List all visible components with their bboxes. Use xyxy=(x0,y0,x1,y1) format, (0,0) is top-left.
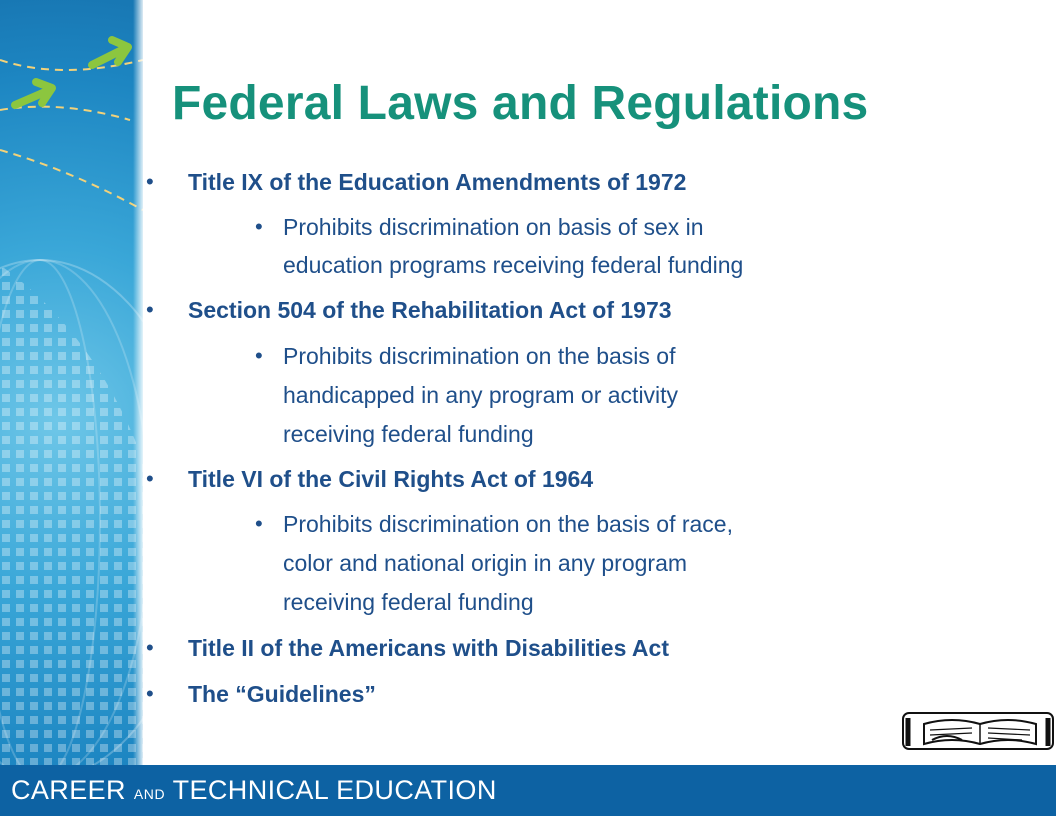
footer-text-part: TECHNICAL EDUCATION xyxy=(165,775,497,805)
footer-bar xyxy=(0,765,1056,816)
bullet-guidelines: The “Guidelines” xyxy=(188,681,376,707)
bullet-dot: • xyxy=(146,169,154,194)
bullet-dot: • xyxy=(146,681,154,706)
bullet-title-vi: Title VI of the Civil Rights Act of 1964 xyxy=(188,466,594,492)
slide-title: Federal Laws and Regulations xyxy=(172,77,869,130)
sub-bullet-line: color and national origin in any program xyxy=(283,550,688,576)
sub-bullet-line: Prohibits discrimination on the basis of race, xyxy=(283,511,733,537)
sub-bullet-line: handicapped in any program or activity xyxy=(283,382,679,408)
bullet-dot: • xyxy=(146,297,154,322)
bullet-title-ii-ada: Title II of the Americans with Disabilities Act xyxy=(188,635,669,661)
bullet-dot: • xyxy=(255,343,263,368)
sub-bullet-line: Prohibits discrimination on basis of sex in xyxy=(283,214,704,240)
bullet-dot: • xyxy=(146,466,154,491)
bullet-dot: • xyxy=(255,214,263,239)
footer-brand xyxy=(11,775,497,806)
footer-text-part: CAREER xyxy=(11,775,134,805)
footer-text-small: AND xyxy=(133,786,166,802)
law-book-icon xyxy=(902,712,1054,750)
sub-bullet-line: Prohibits discrimination on the basis of xyxy=(283,343,676,369)
sub-bullet-line: education programs receiving federal funding xyxy=(283,252,744,278)
bullet-section-504: Section 504 of the Rehabilitation Act of 1973 xyxy=(188,297,672,323)
bullet-dot: • xyxy=(255,511,263,536)
sub-bullet-line: receiving federal funding xyxy=(283,421,534,447)
sub-bullet-line: receiving federal funding xyxy=(283,589,534,615)
bullet-title-ix: Title IX of the Education Amendments of 1972 xyxy=(188,169,687,195)
bullet-dot: • xyxy=(146,635,154,660)
